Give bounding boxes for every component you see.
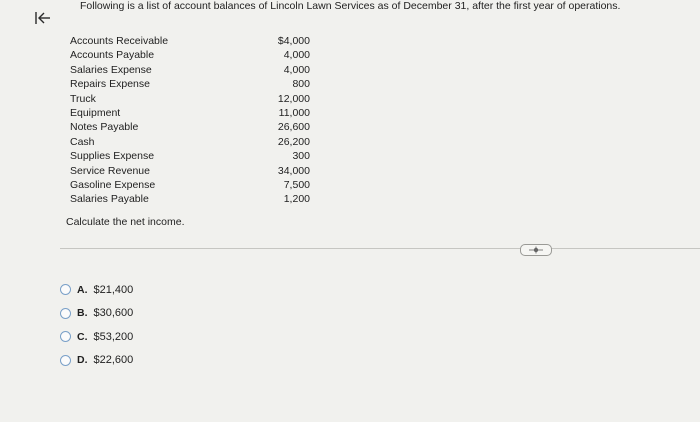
account-row <box>70 192 310 206</box>
account-row <box>70 178 310 192</box>
account-amount: 800 <box>292 78 310 91</box>
account-row <box>70 34 310 48</box>
account-amount: 4,000 <box>283 49 310 62</box>
choice-text: $30,600 <box>93 307 134 320</box>
account-name: Equipment <box>70 106 121 119</box>
account-amount: 4,000 <box>283 63 310 76</box>
radio-button[interactable] <box>60 284 71 295</box>
divider <box>60 248 700 249</box>
account-row <box>70 106 310 120</box>
account-amount: 1,200 <box>283 193 310 206</box>
radio-button[interactable] <box>60 355 71 366</box>
choice-text: $21,400 <box>93 283 134 296</box>
account-row <box>70 63 310 77</box>
account-name: Accounts Receivable <box>70 35 169 47</box>
account-amount: 12,000 <box>277 92 310 105</box>
radio-button[interactable] <box>60 308 71 319</box>
account-balances-list <box>70 34 310 207</box>
account-amount: 26,200 <box>277 135 310 148</box>
answer-choices <box>60 278 133 372</box>
account-amount: 300 <box>292 150 310 163</box>
choice-a[interactable] <box>60 278 133 302</box>
choice-letter: C. <box>77 330 88 343</box>
account-row <box>70 48 310 62</box>
account-name: Supplies Expense <box>70 150 155 163</box>
account-name: Service Revenue <box>70 164 150 177</box>
question-text: Following is a list of account balances of Lincoln Lawn Services as of December 31, after the first year of operations. <box>80 0 621 12</box>
account-name: Salaries Expense <box>70 63 152 76</box>
back-to-start-icon[interactable] <box>34 10 54 28</box>
account-row <box>70 120 310 134</box>
radio-button[interactable] <box>60 331 71 342</box>
choice-letter: B. <box>77 307 88 320</box>
account-row <box>70 164 310 178</box>
account-amount: 26,600 <box>277 121 310 134</box>
account-name: Truck <box>70 92 96 105</box>
choice-text: $22,600 <box>93 354 134 367</box>
choice-letter: A. <box>77 283 88 296</box>
choice-b[interactable] <box>60 302 133 326</box>
account-row <box>70 149 310 163</box>
account-row <box>70 77 310 91</box>
choice-letter: D. <box>77 354 88 367</box>
choice-text: $53,200 <box>93 330 134 343</box>
account-name: Repairs Expense <box>70 78 150 91</box>
account-name: Accounts Payable <box>70 49 155 62</box>
account-amount: 7,500 <box>283 178 310 191</box>
account-name: Cash <box>70 135 95 148</box>
account-amount: 34,000 <box>277 164 310 177</box>
account-name: Salaries Payable <box>70 193 149 206</box>
question-prompt: Calculate the net income. <box>66 216 185 228</box>
account-row <box>70 92 310 106</box>
choice-c[interactable] <box>60 325 133 349</box>
account-row <box>70 135 310 149</box>
account-amount: $4,000 <box>277 35 310 47</box>
expand-icon[interactable] <box>520 244 552 256</box>
account-name: Notes Payable <box>70 121 139 134</box>
choice-d[interactable] <box>60 349 133 373</box>
account-amount: 11,000 <box>278 106 310 119</box>
account-name: Gasoline Expense <box>70 178 156 191</box>
